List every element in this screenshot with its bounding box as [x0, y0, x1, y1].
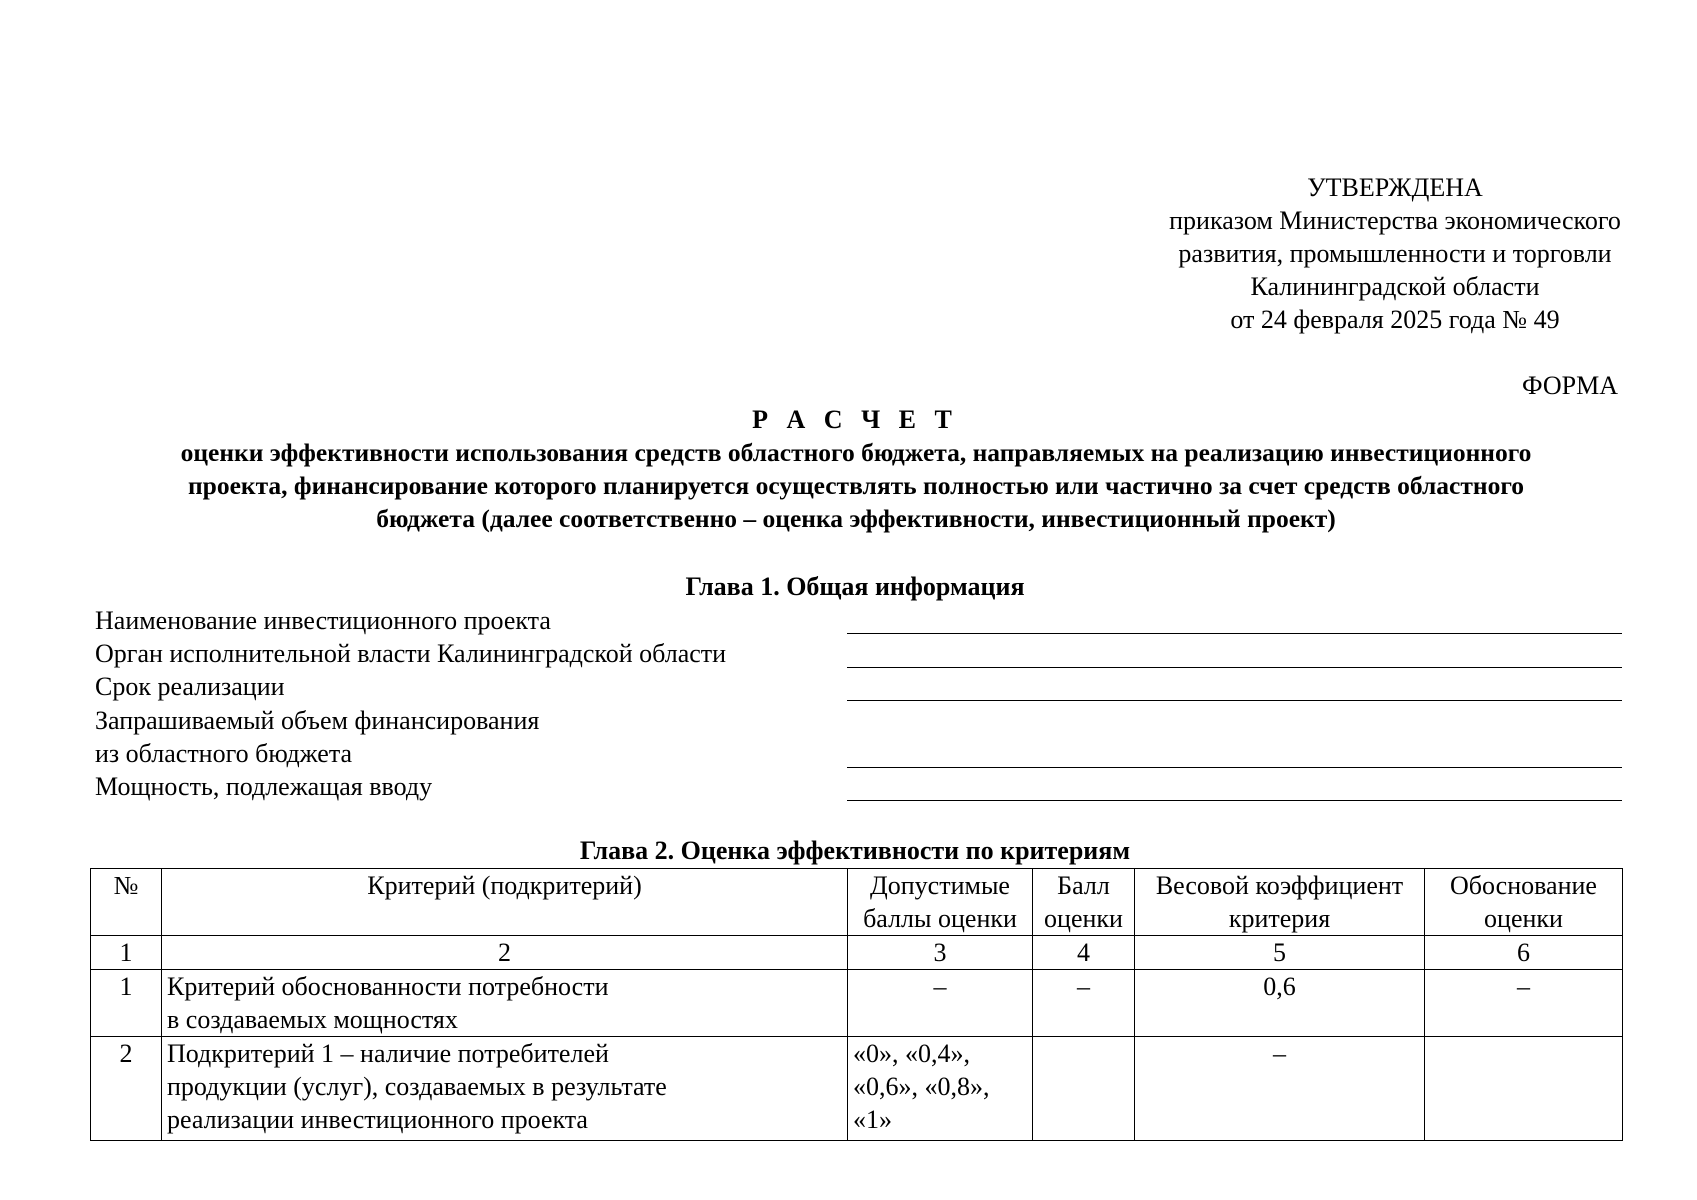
criterion-cell: Подкритерий 1 – наличие потребителей продукции (услуг), создаваемых в результате реализации инвестиционного проекта: [162, 1037, 848, 1141]
document-subtitle: [86, 436, 1626, 535]
field-line-project-name[interactable]: [847, 633, 1622, 634]
weight-cell: 0,6: [1135, 970, 1425, 1037]
criterion-cell: Критерий обоснованности потребности в создаваемых мощностях: [162, 970, 848, 1037]
header-weight: Весовой коэффициент критерия: [1135, 869, 1425, 936]
basis-cell[interactable]: [1425, 1037, 1623, 1141]
approval-line: УТВЕРЖДЕНА: [1307, 173, 1483, 202]
field-line-capacity[interactable]: [847, 800, 1622, 801]
score-cell: –: [1033, 970, 1135, 1037]
column-number: 6: [1425, 936, 1623, 970]
field-line-executive-body[interactable]: [847, 667, 1622, 668]
allowed-scores-cell: «0», «0,4», «0,6», «0,8», «1»: [848, 1037, 1033, 1141]
table-row: [91, 970, 1623, 1037]
approval-line: развития, промышленности и торговли: [1178, 239, 1612, 268]
subtitle-line: оценки эффективности использования средств областного бюджета, направляемых на реализацию инвестиционного: [180, 438, 1532, 467]
subtitle-line: бюджета (далее соответственно – оценка эффективности, инвестиционный проект): [376, 504, 1336, 533]
subtitle-line: проекта, финансирование которого планируется осуществлять полностью или частично за счет средств областного: [187, 471, 1525, 500]
header-criterion: Критерий (подкритерий): [162, 869, 848, 936]
field-line-funding[interactable]: [847, 767, 1622, 768]
score-cell[interactable]: [1033, 1037, 1135, 1141]
document-title: Р А С Ч Е Т: [752, 405, 958, 434]
row-number: 2: [91, 1037, 162, 1141]
column-number: 2: [162, 936, 848, 970]
header-basis: Обоснование оценки: [1425, 869, 1623, 936]
field-line-period[interactable]: [847, 700, 1622, 701]
field-label-project-name: Наименование инвестиционного проекта: [95, 606, 551, 635]
allowed-scores-cell: –: [848, 970, 1033, 1037]
header-allowed-scores: Допустимые баллы оценки: [848, 869, 1033, 936]
basis-cell: –: [1425, 970, 1623, 1037]
table-row: [91, 1037, 1623, 1141]
column-number: 1: [91, 936, 162, 970]
table-header-row: [91, 869, 1623, 936]
field-label-funding-1: Запрашиваемый объем финансирования: [95, 706, 540, 735]
approval-block: [1085, 171, 1697, 336]
field-label-capacity: Мощность, подлежащая вводу: [95, 772, 433, 801]
column-numbers-row: [91, 936, 1623, 970]
approval-line: от 24 февраля 2025 года № 49: [1230, 305, 1560, 334]
chapter1-title: Глава 1. Общая информация: [685, 572, 1025, 601]
field-label-funding-2: из областного бюджета: [95, 739, 353, 768]
header-num: №: [91, 869, 162, 936]
field-label-executive-body: Орган исполнительной власти Калининградской области: [95, 639, 727, 668]
approval-line: Калининградской области: [1250, 272, 1540, 301]
weight-cell: –: [1135, 1037, 1425, 1141]
criteria-table: [90, 868, 1623, 1141]
field-label-period: Срок реализации: [95, 672, 285, 701]
approval-line: приказом Министерства экономического: [1169, 206, 1621, 235]
column-number: 5: [1135, 936, 1425, 970]
header-score: Балл оценки: [1033, 869, 1135, 936]
column-number: 4: [1033, 936, 1135, 970]
column-number: 3: [848, 936, 1033, 970]
chapter2-title: Глава 2. Оценка эффективности по критериям: [579, 836, 1131, 865]
row-number: 1: [91, 970, 162, 1037]
form-label: ФОРМА: [1522, 371, 1618, 400]
